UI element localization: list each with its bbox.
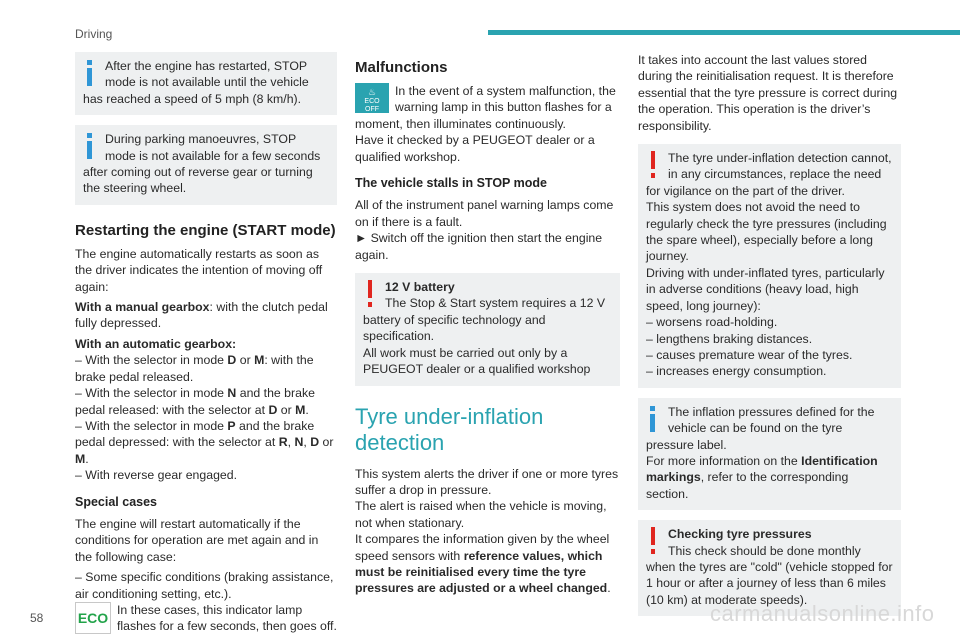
eco-off-button-icon: ♨ ECO OFF <box>355 83 389 113</box>
paragraph: In the event of a system malfunction, the warning lamp in this button flashes for a moment, then illuminates continuously. <box>355 84 616 131</box>
paragraph-manual: With a manual gearbox: with the clutch pedal fully depressed. <box>75 300 328 331</box>
paragraph: – Some specific conditions (braking assistance, air conditioning setting, etc.). <box>75 570 334 601</box>
heading-special-cases: Special cases <box>75 494 158 509</box>
warning-box-checking: Checking tyre pressures This check should be done monthly when the tyres are "cold" (vehicle stopped for 1 hour or after a journey of less than 6 miles (10 km) at moderate speeds). <box>638 520 901 616</box>
paragraph-auto: With an automatic gearbox: – With the selector in mode D or M: with the brake pedal released. – With the selector in mode N and the brake pedal released: with the selector at D or M. – With the selector in mode P and the brake pedal depressed: with the selector at R, N, D or M. – With reverse gear engaged. <box>75 336 334 483</box>
paragraph: The engine automatically restarts as soon as the driver indicates the intention of moving off again: <box>75 246 323 294</box>
page-number: 58 <box>30 611 44 625</box>
column-1 <box>75 52 337 636</box>
info-icon <box>83 58 97 86</box>
paragraph: This system alerts the driver if one or more tyres suffer a drop in pressure. <box>355 466 619 497</box>
info-text: After the engine has restarted, STOP mode is not available until the vehicle has reached a speed of 5 mph (8 km/h). <box>83 59 309 106</box>
paragraph: In these cases, this indicator lamp flashes for a few seconds, then goes off. <box>117 602 337 634</box>
info-icon <box>83 131 97 159</box>
column-2 <box>355 52 620 601</box>
paragraph: Have it checked by a PEUGEOT dealer or a qualified workshop. <box>355 133 595 164</box>
heading-malfunctions: Malfunctions <box>355 59 448 76</box>
watermark: carmanualsonline.info <box>710 601 935 626</box>
info-text: During parking manoeuvres, STOP mode is not available for a few seconds after coming out of reverse gear or turning the steering wheel. <box>83 132 321 196</box>
info-box-parking <box>75 125 337 205</box>
warning-icon <box>646 526 660 554</box>
info-icon <box>646 404 660 432</box>
info-box-inflation: The inflation pressures defined for the vehicle can be found on the tyre pressure label. For more information on the Identification markings, refer to the corresponding section. <box>638 398 901 510</box>
heading-tyre-detection: Tyre under-inflation detection <box>355 403 544 455</box>
info-box-stop-speed <box>75 52 337 115</box>
paragraph: It compares the information given by the wheel speed sensors with reference values, which must be reinitialised every time the tyre pressures are adjusted or a wheel changed. <box>355 532 611 596</box>
warning-icon <box>646 150 660 178</box>
paragraph: ► Switch off the ignition then start the engine again. <box>355 231 603 262</box>
warning-box-battery: 12 V battery The Stop & Start system requires a 12 V battery of specific technology and specification. All work must be carried out only by a PEUGEOT dealer or a qualified workshop <box>355 273 620 385</box>
column-3 <box>638 52 901 626</box>
paragraph: The engine will restart automatically if the conditions for operation are met again and in the following case: <box>75 516 319 564</box>
paragraph: It takes into account the last values stored during the reinitialisation request. It is therefore essential that the tyre pressure is correct during the operation. This operation is the driver’s responsibility. <box>638 53 898 133</box>
section-title: Driving <box>75 27 113 41</box>
warning-box-tyre: The tyre under-inflation detection cannot, in any circumstances, replace the need for vigilance on the part of the driver. This system does not avoid the need to regularly check the tyre pressures (including the spare wheel), especially before a long journey. Driving with under-inflated tyres, particularly in adverse conditions (heavy load, high speed, long journey): – worsens road-holding. – lengthens braking distances. – causes premature wear of the tyres. – increases energy consumption. <box>638 144 901 388</box>
paragraph: The alert is raised when the vehicle is moving, not when stationary. <box>355 499 607 530</box>
heading-stalls: The vehicle stalls in STOP mode <box>355 176 547 191</box>
paragraph: All of the instrument panel warning lamps come on if there is a fault. <box>355 198 614 229</box>
eco-indicator-icon: ECO <box>75 602 111 634</box>
eco-row <box>75 602 337 636</box>
heading-restart: Restarting the engine (START mode) <box>75 221 336 239</box>
malfunction-row <box>355 83 620 132</box>
header-accent-bar <box>488 30 960 35</box>
warning-icon <box>363 279 377 307</box>
